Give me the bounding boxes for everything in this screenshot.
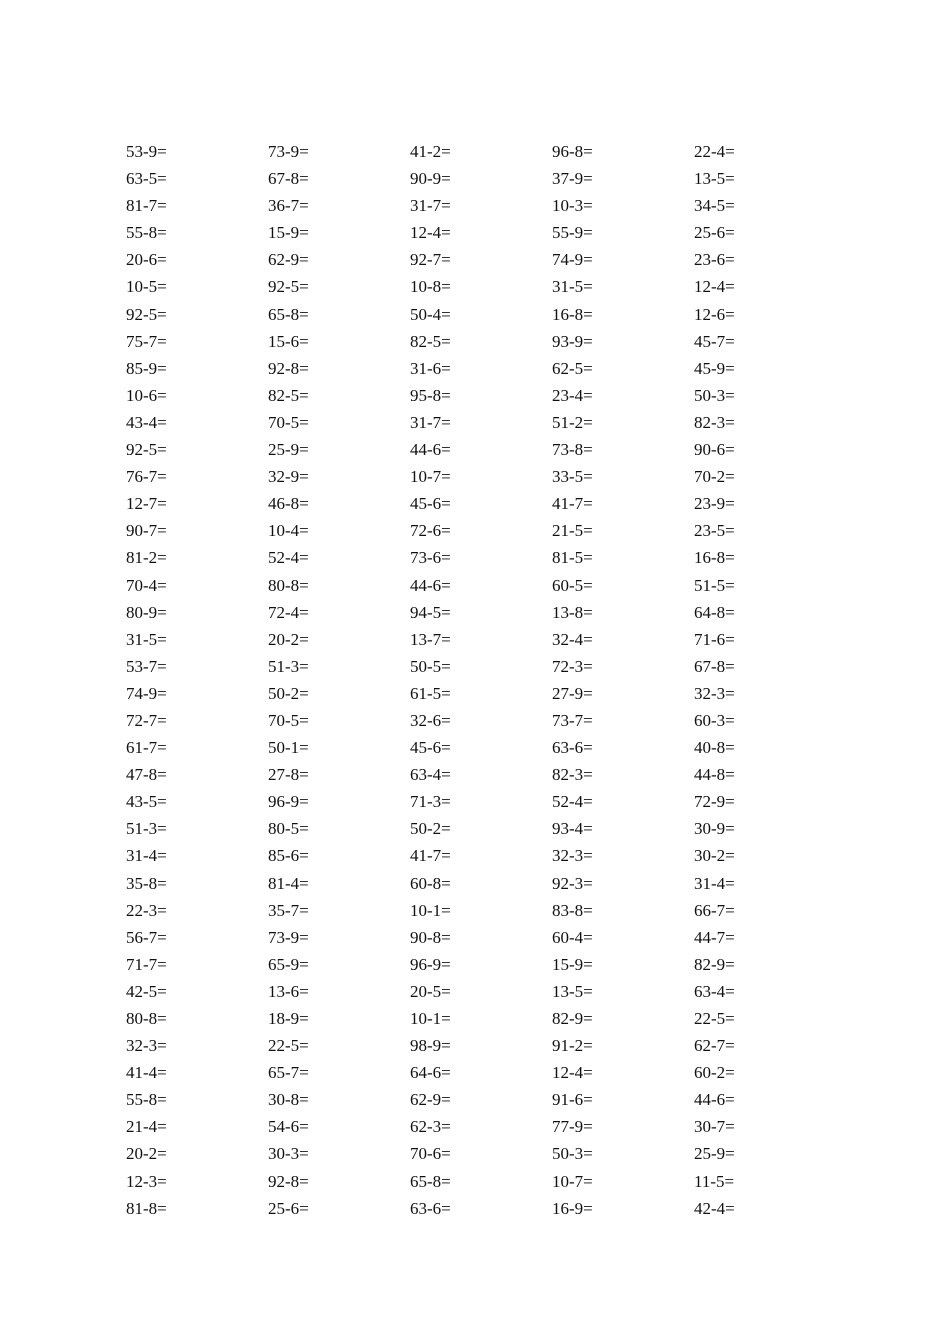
subtraction-problem: 61-5= <box>410 683 451 703</box>
subtraction-problem: 55-8= <box>126 1090 167 1110</box>
subtraction-problem: 52-4= <box>552 792 593 812</box>
subtraction-problem: 82-5= <box>268 385 309 405</box>
subtraction-problem: 55-9= <box>552 223 593 243</box>
subtraction-problem: 30-2= <box>694 846 735 866</box>
subtraction-problem: 50-1= <box>268 738 309 758</box>
subtraction-problem: 98-9= <box>410 1036 451 1056</box>
subtraction-problem: 81-4= <box>268 873 309 893</box>
subtraction-problem: 67-8= <box>694 656 735 676</box>
subtraction-problem: 96-9= <box>410 954 451 974</box>
subtraction-problem: 60-5= <box>552 575 593 595</box>
subtraction-problem: 74-9= <box>126 683 167 703</box>
subtraction-problem: 81-8= <box>126 1198 167 1218</box>
subtraction-problem: 10-3= <box>552 196 593 216</box>
subtraction-problem: 32-9= <box>268 467 309 487</box>
subtraction-problem: 44-8= <box>694 765 735 785</box>
subtraction-problem: 72-6= <box>410 521 451 541</box>
subtraction-problem: 83-8= <box>552 900 593 920</box>
subtraction-problem: 62-7= <box>694 1036 735 1056</box>
subtraction-problem: 31-6= <box>410 358 451 378</box>
subtraction-problem: 92-3= <box>552 873 593 893</box>
subtraction-problem: 44-6= <box>694 1090 735 1110</box>
subtraction-problem: 56-7= <box>126 927 167 947</box>
subtraction-problem: 81-5= <box>552 548 593 568</box>
subtraction-problem: 50-4= <box>410 304 451 324</box>
subtraction-problem: 50-5= <box>410 656 451 676</box>
worksheet-grid <box>126 138 806 1222</box>
subtraction-problem: 44-7= <box>694 927 735 947</box>
subtraction-problem: 35-8= <box>126 873 167 893</box>
subtraction-problem: 37-9= <box>552 169 593 189</box>
subtraction-problem: 75-7= <box>126 331 167 351</box>
subtraction-problem: 62-9= <box>268 250 309 270</box>
subtraction-problem: 45-6= <box>410 738 451 758</box>
subtraction-problem: 45-6= <box>410 494 451 514</box>
subtraction-problem: 72-3= <box>552 656 593 676</box>
subtraction-problem: 82-9= <box>694 954 735 974</box>
subtraction-problem: 10-6= <box>126 385 167 405</box>
subtraction-problem: 31-4= <box>126 846 167 866</box>
subtraction-problem: 12-6= <box>694 304 735 324</box>
subtraction-problem: 73-6= <box>410 548 451 568</box>
subtraction-problem: 53-7= <box>126 656 167 676</box>
subtraction-problem: 90-9= <box>410 169 451 189</box>
subtraction-problem: 66-7= <box>694 900 735 920</box>
subtraction-problem: 12-7= <box>126 494 167 514</box>
subtraction-problem: 71-6= <box>694 629 735 649</box>
subtraction-problem: 47-8= <box>126 765 167 785</box>
subtraction-problem: 31-7= <box>410 412 451 432</box>
subtraction-problem: 31-7= <box>410 196 451 216</box>
subtraction-problem: 73-8= <box>552 440 593 460</box>
subtraction-problem: 80-8= <box>126 1009 167 1028</box>
subtraction-problem: 10-7= <box>410 467 451 487</box>
subtraction-problem: 62-5= <box>552 358 593 378</box>
subtraction-problem: 32-3= <box>694 683 735 703</box>
subtraction-problem: 22-5= <box>694 1009 735 1028</box>
subtraction-problem: 27-9= <box>552 683 593 703</box>
subtraction-problem: 73-9= <box>268 142 309 161</box>
subtraction-problem: 22-5= <box>268 1036 309 1056</box>
subtraction-problem: 81-2= <box>126 548 167 568</box>
subtraction-problem: 65-9= <box>268 954 309 974</box>
subtraction-problem: 41-4= <box>126 1063 167 1083</box>
subtraction-problem: 63-6= <box>552 738 593 758</box>
subtraction-problem: 90-6= <box>694 440 735 460</box>
subtraction-problem: 90-8= <box>410 927 451 947</box>
subtraction-problem: 81-7= <box>126 196 167 216</box>
subtraction-problem: 50-2= <box>268 683 309 703</box>
subtraction-problem: 30-9= <box>694 819 735 839</box>
subtraction-problem: 51-3= <box>268 656 309 676</box>
subtraction-problem: 72-4= <box>268 602 309 622</box>
subtraction-problem: 76-7= <box>126 467 167 487</box>
subtraction-problem: 60-2= <box>694 1063 735 1083</box>
subtraction-problem: 60-8= <box>410 873 451 893</box>
subtraction-problem: 13-7= <box>410 629 451 649</box>
subtraction-problem: 21-5= <box>552 521 593 541</box>
subtraction-problem: 15-6= <box>268 331 309 351</box>
subtraction-problem: 21-4= <box>126 1117 167 1137</box>
subtraction-problem: 10-7= <box>552 1171 593 1191</box>
subtraction-problem: 73-7= <box>552 710 593 730</box>
subtraction-problem: 15-9= <box>552 954 593 974</box>
subtraction-problem: 92-7= <box>410 250 451 270</box>
subtraction-problem: 15-9= <box>268 223 309 243</box>
subtraction-problem: 22-3= <box>126 900 167 920</box>
subtraction-problem: 12-4= <box>694 277 735 297</box>
subtraction-problem: 42-4= <box>694 1198 735 1218</box>
subtraction-problem: 30-3= <box>268 1144 309 1164</box>
subtraction-problem: 45-9= <box>694 358 735 378</box>
subtraction-problem: 65-8= <box>410 1171 451 1191</box>
subtraction-problem: 71-3= <box>410 792 451 812</box>
subtraction-problem: 35-7= <box>268 900 309 920</box>
subtraction-problem: 10-1= <box>410 1009 451 1028</box>
subtraction-problem: 94-5= <box>410 602 451 622</box>
subtraction-problem: 85-9= <box>126 358 167 378</box>
subtraction-problem: 27-8= <box>268 765 309 785</box>
subtraction-problem: 43-4= <box>126 412 167 432</box>
subtraction-problem: 32-3= <box>552 846 593 866</box>
subtraction-problem: 70-4= <box>126 575 167 595</box>
subtraction-problem: 92-5= <box>268 277 309 297</box>
subtraction-problem: 70-5= <box>268 710 309 730</box>
subtraction-problem: 41-7= <box>552 494 593 514</box>
subtraction-problem: 92-5= <box>126 440 167 460</box>
subtraction-problem: 41-2= <box>410 142 451 161</box>
subtraction-problem: 62-9= <box>410 1090 451 1110</box>
subtraction-problem: 23-5= <box>694 521 735 541</box>
subtraction-problem: 63-6= <box>410 1198 451 1218</box>
subtraction-problem: 50-3= <box>552 1144 593 1164</box>
subtraction-problem: 32-4= <box>552 629 593 649</box>
subtraction-problem: 65-7= <box>268 1063 309 1083</box>
subtraction-problem: 51-5= <box>694 575 735 595</box>
subtraction-problem: 61-7= <box>126 738 167 758</box>
subtraction-problem: 91-2= <box>552 1036 593 1056</box>
subtraction-problem: 67-8= <box>268 169 309 189</box>
subtraction-problem: 41-7= <box>410 846 451 866</box>
subtraction-problem: 50-2= <box>410 819 451 839</box>
subtraction-problem: 44-6= <box>410 440 451 460</box>
subtraction-problem: 55-8= <box>126 223 167 243</box>
subtraction-problem: 43-5= <box>126 792 167 812</box>
subtraction-problem: 12-4= <box>410 223 451 243</box>
subtraction-problem: 64-6= <box>410 1063 451 1083</box>
subtraction-problem: 30-8= <box>268 1090 309 1110</box>
subtraction-problem: 16-8= <box>694 548 735 568</box>
subtraction-problem: 96-9= <box>268 792 309 812</box>
subtraction-problem: 53-9= <box>126 142 167 161</box>
subtraction-problem: 42-5= <box>126 981 167 1001</box>
subtraction-problem: 10-5= <box>126 277 167 297</box>
subtraction-problem: 91-6= <box>552 1090 593 1110</box>
subtraction-problem: 32-6= <box>410 710 451 730</box>
subtraction-problem: 20-2= <box>268 629 309 649</box>
subtraction-problem: 92-8= <box>268 358 309 378</box>
subtraction-problem: 20-5= <box>410 981 451 1001</box>
subtraction-problem: 65-8= <box>268 304 309 324</box>
subtraction-problem: 20-2= <box>126 1144 167 1164</box>
subtraction-problem: 23-6= <box>694 250 735 270</box>
subtraction-problem: 16-9= <box>552 1198 593 1218</box>
subtraction-problem: 13-5= <box>552 981 593 1001</box>
subtraction-problem: 11-5= <box>694 1171 735 1191</box>
subtraction-problem: 13-8= <box>552 602 593 622</box>
subtraction-problem: 60-3= <box>694 710 735 730</box>
subtraction-problem: 96-8= <box>552 142 593 161</box>
subtraction-problem: 31-5= <box>552 277 593 297</box>
subtraction-problem: 30-7= <box>694 1117 735 1137</box>
subtraction-problem: 82-5= <box>410 331 451 351</box>
subtraction-problem: 25-9= <box>268 440 309 460</box>
subtraction-problem: 70-2= <box>694 467 735 487</box>
subtraction-problem: 25-9= <box>694 1144 735 1164</box>
subtraction-problem: 70-6= <box>410 1144 451 1164</box>
subtraction-problem: 72-7= <box>126 710 167 730</box>
subtraction-problem: 45-7= <box>694 331 735 351</box>
subtraction-problem: 18-9= <box>268 1009 309 1028</box>
subtraction-problem: 10-1= <box>410 900 451 920</box>
subtraction-problem: 10-4= <box>268 521 309 541</box>
subtraction-problem: 52-4= <box>268 548 309 568</box>
subtraction-problem: 20-6= <box>126 250 167 270</box>
subtraction-problem: 73-9= <box>268 927 309 947</box>
subtraction-problem: 77-9= <box>552 1117 593 1137</box>
subtraction-problem: 80-5= <box>268 819 309 839</box>
subtraction-problem: 63-4= <box>410 765 451 785</box>
subtraction-problem: 64-8= <box>694 602 735 622</box>
subtraction-problem: 34-5= <box>694 196 735 216</box>
subtraction-problem: 72-9= <box>694 792 735 812</box>
subtraction-problem: 25-6= <box>694 223 735 243</box>
subtraction-problem: 63-4= <box>694 981 735 1001</box>
subtraction-problem: 23-4= <box>552 385 593 405</box>
subtraction-problem: 62-3= <box>410 1117 451 1137</box>
subtraction-problem: 51-2= <box>552 412 593 432</box>
subtraction-problem: 22-4= <box>694 142 735 161</box>
subtraction-problem: 74-9= <box>552 250 593 270</box>
subtraction-problem: 80-9= <box>126 602 167 622</box>
subtraction-problem: 90-7= <box>126 521 167 541</box>
subtraction-problem: 95-8= <box>410 385 451 405</box>
subtraction-problem: 31-4= <box>694 873 735 893</box>
subtraction-problem: 23-9= <box>694 494 735 514</box>
subtraction-problem: 44-6= <box>410 575 451 595</box>
subtraction-problem: 82-9= <box>552 1009 593 1028</box>
subtraction-problem: 92-5= <box>126 304 167 324</box>
subtraction-problem: 63-5= <box>126 169 167 189</box>
subtraction-problem: 85-6= <box>268 846 309 866</box>
subtraction-problem: 70-5= <box>268 412 309 432</box>
subtraction-problem: 12-3= <box>126 1171 167 1191</box>
subtraction-problem: 82-3= <box>694 412 735 432</box>
subtraction-problem: 51-3= <box>126 819 167 839</box>
subtraction-problem: 93-9= <box>552 331 593 351</box>
subtraction-problem: 12-4= <box>552 1063 593 1083</box>
subtraction-problem: 54-6= <box>268 1117 309 1137</box>
subtraction-problem: 80-8= <box>268 575 309 595</box>
subtraction-problem: 13-6= <box>268 981 309 1001</box>
subtraction-problem: 40-8= <box>694 738 735 758</box>
subtraction-problem: 50-3= <box>694 385 735 405</box>
subtraction-problem: 46-8= <box>268 494 309 514</box>
subtraction-problem: 93-4= <box>552 819 593 839</box>
subtraction-problem: 10-8= <box>410 277 451 297</box>
subtraction-problem: 31-5= <box>126 629 167 649</box>
subtraction-problem: 33-5= <box>552 467 593 487</box>
subtraction-problem: 36-7= <box>268 196 309 216</box>
subtraction-problem: 60-4= <box>552 927 593 947</box>
subtraction-problem: 16-8= <box>552 304 593 324</box>
subtraction-problem: 25-6= <box>268 1198 309 1218</box>
subtraction-problem: 32-3= <box>126 1036 167 1056</box>
subtraction-problem: 71-7= <box>126 954 167 974</box>
subtraction-problem: 92-8= <box>268 1171 309 1191</box>
subtraction-problem: 13-5= <box>694 169 735 189</box>
subtraction-problem: 82-3= <box>552 765 593 785</box>
